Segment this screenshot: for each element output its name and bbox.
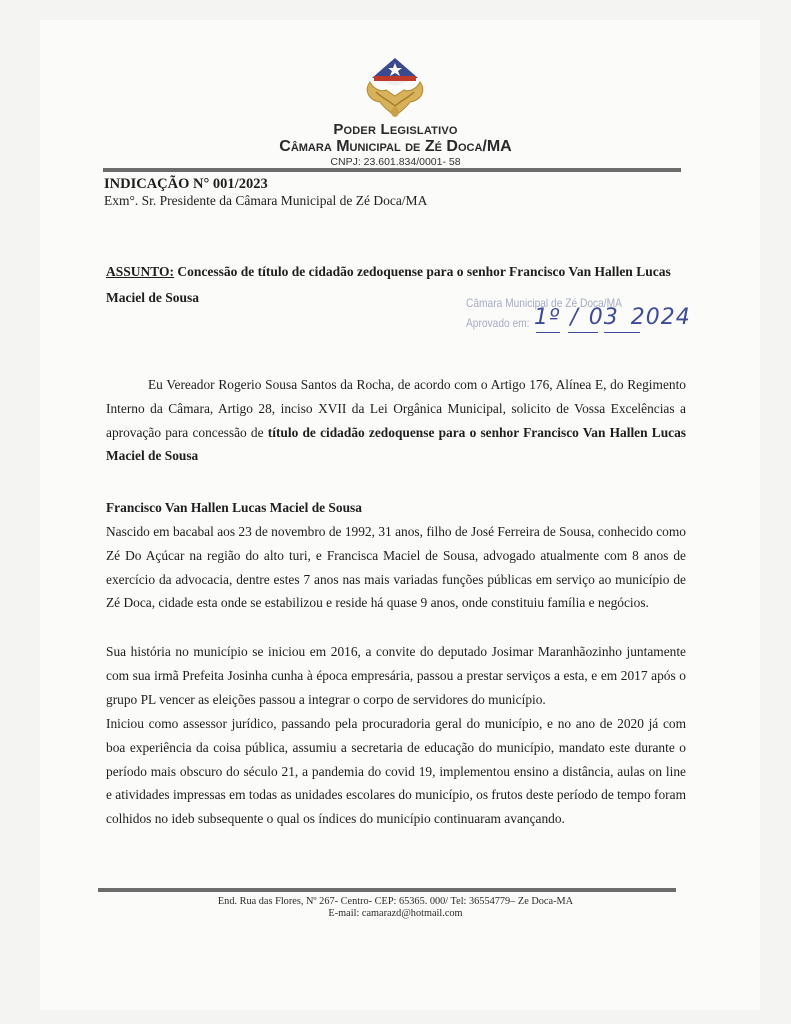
footer-address: End. Rua das Flores, Nº 267- Centro- CEP: 65365. 000/ Tel: 36554779– Ze Doca-MA [217,896,574,907]
header-divider [103,168,681,172]
honoree-heading: Francisco Van Hallen Lucas Maciel de Sousa [106,500,362,515]
subject-text: Concessão de título de cidadão zedoquense para o senhor Francisco Van Hallen Lucas Maciel de Sousa [106,264,671,305]
stamp-year: 2024 [630,305,691,330]
approval-stamp [466,296,706,340]
stamp-approved-label: Aprovado em: [466,316,530,330]
footer-divider [98,888,676,892]
stamp-month-line [568,332,598,333]
request-text: Eu Vereador Rogerio Sousa Santos da Rocha, de acordo com o Artigo 176, Alínea E, do Regimento Interno da Câmara, Artigo 28, inciso XVII da Lei Orgânica Municipal, solicito de Vossa Excelências a aprovação para concessão de [106,377,686,440]
stamp-institution: Câmara Municipal de Zé Doca/MA [466,296,622,310]
request-text-bold: título de cidadão zedoquense para o senhor Francisco Van Hallen Lucas Maciel de Sousa [106,424,686,464]
camara-coat-of-arms-icon [362,56,428,120]
header-institution: Câmara Municipal de Zé Doca/MA [279,138,512,155]
document-number: INDICAÇÃO N° 001/2023 [104,176,268,192]
bio-paragraph: Nascido em bacabal aos 23 de novembro de 1992, 31 anos, filho de José Ferreira de Sousa, conhecido como Zé Do Açúcar na região do alto turi, e Francisca Maciel de Sousa, advogado atualmente com 8 anos de exercício da advocacia, dentre estes 7 anos nas mais variadas funções públicas em serviço ao município de Zé Doca, cidade esta onde se estabilizou e reside há quase 9 anos, onde constituiu família e negócios. [106,524,686,611]
stamp-year-line [604,332,640,333]
addressee: Exm°. Sr. Presidente da Câmara Municipal de Zé Doca/MA [104,193,428,208]
bio-paragraph: Sua história no município se iniciou em 2016, a convite do deputado Josimar Maranhãozinho juntamente com sua irmã Prefeita Josinha cunha à época empresária, passou a prestar serviços a esta, e em 2017 após o grupo PL vencer as eleições passou a integrar o corpo de servidores do município. [106,644,686,707]
header-cnpj: CNPJ: 23.601.834/0001- 58 [330,156,461,168]
header-title: Poder Legislativo [333,121,458,138]
subject-label: ASSUNTO: [106,264,175,279]
stamp-day-line [536,332,560,333]
stamp-handwritten-date: 1º / 03 2024 [534,305,691,330]
stamp-day: 1º [534,305,561,330]
bio-paragraph: Iniciou como assessor jurídico, passando pela procuradoria geral do município, e no ano de 2020 já com boa experiência da coisa pública, assumiu a secretaria de educação do município, mandato este durante o período mais obscuro do século 21, a pandemia do covid 19, implementou ensino a distância, aulas on line e atividades impressas em todas as unidades escolares do município, os frutos deste período de tempo foram colhidos no ideb subsequente o qual os índices do município continuaram avançando. [106,716,686,827]
footer-email: E-mail: camarazd@hotmail.com [328,908,463,919]
request-paragraph [106,373,686,468]
stamp-month: 03 [588,305,619,330]
